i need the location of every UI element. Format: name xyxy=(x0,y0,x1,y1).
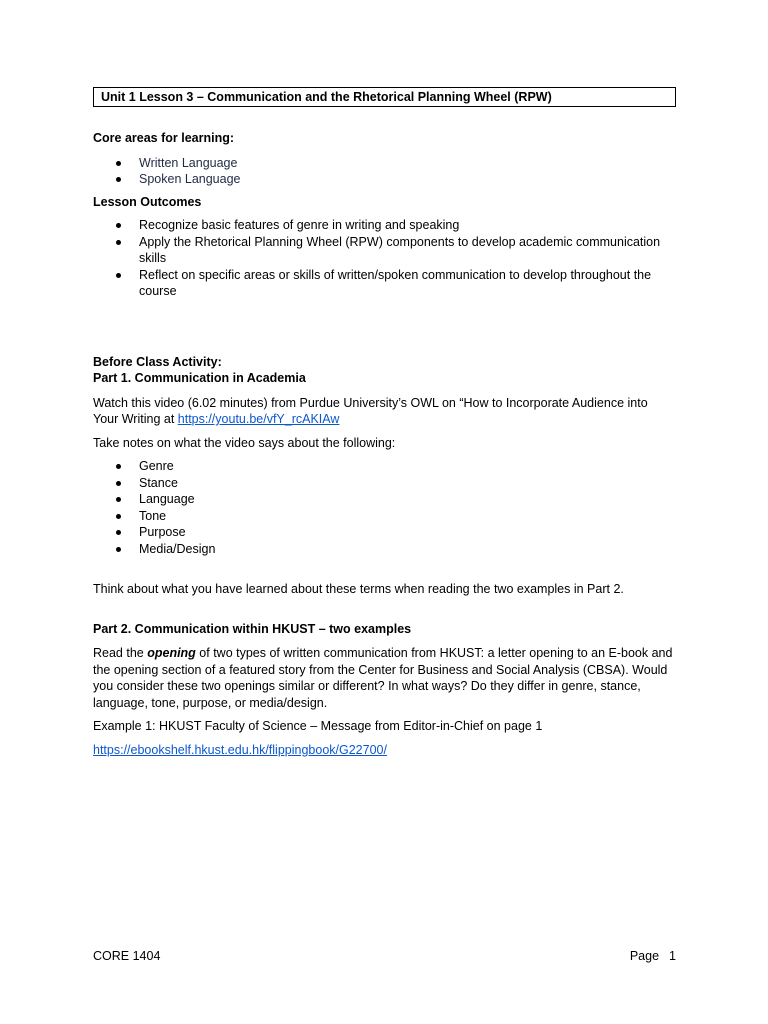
think-paragraph: Think about what you have learned about these terms when reading the two examples in Part 2. xyxy=(93,582,624,596)
list-item: Language xyxy=(93,491,676,508)
list-item: Reflect on specific areas or skills of written/spoken communication to develop throughout the course xyxy=(93,267,676,300)
watch-paragraph xyxy=(93,395,676,428)
list-item: Tone xyxy=(93,508,676,525)
outcomes-list xyxy=(93,217,676,300)
list-item: Purpose xyxy=(93,524,676,541)
list-item: Recognize basic features of genre in writing and speaking xyxy=(93,217,676,234)
document-page xyxy=(93,87,676,758)
list-item: Written Language xyxy=(93,155,676,172)
lesson-title: Unit 1 Lesson 3 – Communication and the Rhetorical Planning Wheel (RPW) xyxy=(93,87,676,107)
video-link[interactable]: https://youtu.be/vfY_rcAKIAw xyxy=(177,412,340,426)
read-rest: of two types of written communication from HKUST: a letter opening to an E-book and the opening section of a featured story from the Center for Business and Social Analysis (CBSA). Would you consider these two openings similar or different? In what ways? Do they differ in genre, stance, language, tone, purpose, or media/design. xyxy=(93,646,673,710)
course-code: CORE 1404 xyxy=(93,949,161,963)
read-paragraph xyxy=(93,645,676,711)
list-item: Apply the Rhetorical Planning Wheel (RPW) components to develop academic communication skills xyxy=(93,234,676,267)
part2-heading: Part 2. Communication within HKUST – two examples xyxy=(93,621,412,636)
page-number-value: 1 xyxy=(669,949,676,963)
read-prefix: Read the xyxy=(93,646,148,660)
core-areas-list xyxy=(93,155,676,188)
list-item: Stance xyxy=(93,475,676,492)
page-label: Page xyxy=(629,949,660,963)
watch-text: Watch this video (6.02 minutes) from Purdue University’s OWL on “How to Incorporate Audience into Your Writing at xyxy=(93,395,648,426)
example1-paragraph xyxy=(93,742,676,759)
example1-label: Example 1: HKUST Faculty of Science – Message from Editor-in-Chief on page 1 xyxy=(93,719,543,733)
outcomes-heading: Lesson Outcomes xyxy=(93,194,202,209)
part1-heading: Part 1. Communication in Academia xyxy=(93,371,306,385)
list-item: Spoken Language xyxy=(93,171,676,188)
before-class-heading: Before Class Activity: xyxy=(93,354,222,369)
core-areas-heading: Core areas for learning: xyxy=(93,131,235,145)
read-emphasis: opening xyxy=(147,646,196,660)
page-footer xyxy=(93,948,676,965)
list-item: Genre xyxy=(93,458,676,475)
notes-list xyxy=(93,458,676,557)
list-item: Media/Design xyxy=(93,541,676,558)
notes-instruction: Take notes on what the video says about the following: xyxy=(93,435,396,450)
page-number xyxy=(630,948,676,965)
example1-link[interactable]: https://ebookshelf.hkust.edu.hk/flippingbook/G22700/ xyxy=(93,742,387,757)
